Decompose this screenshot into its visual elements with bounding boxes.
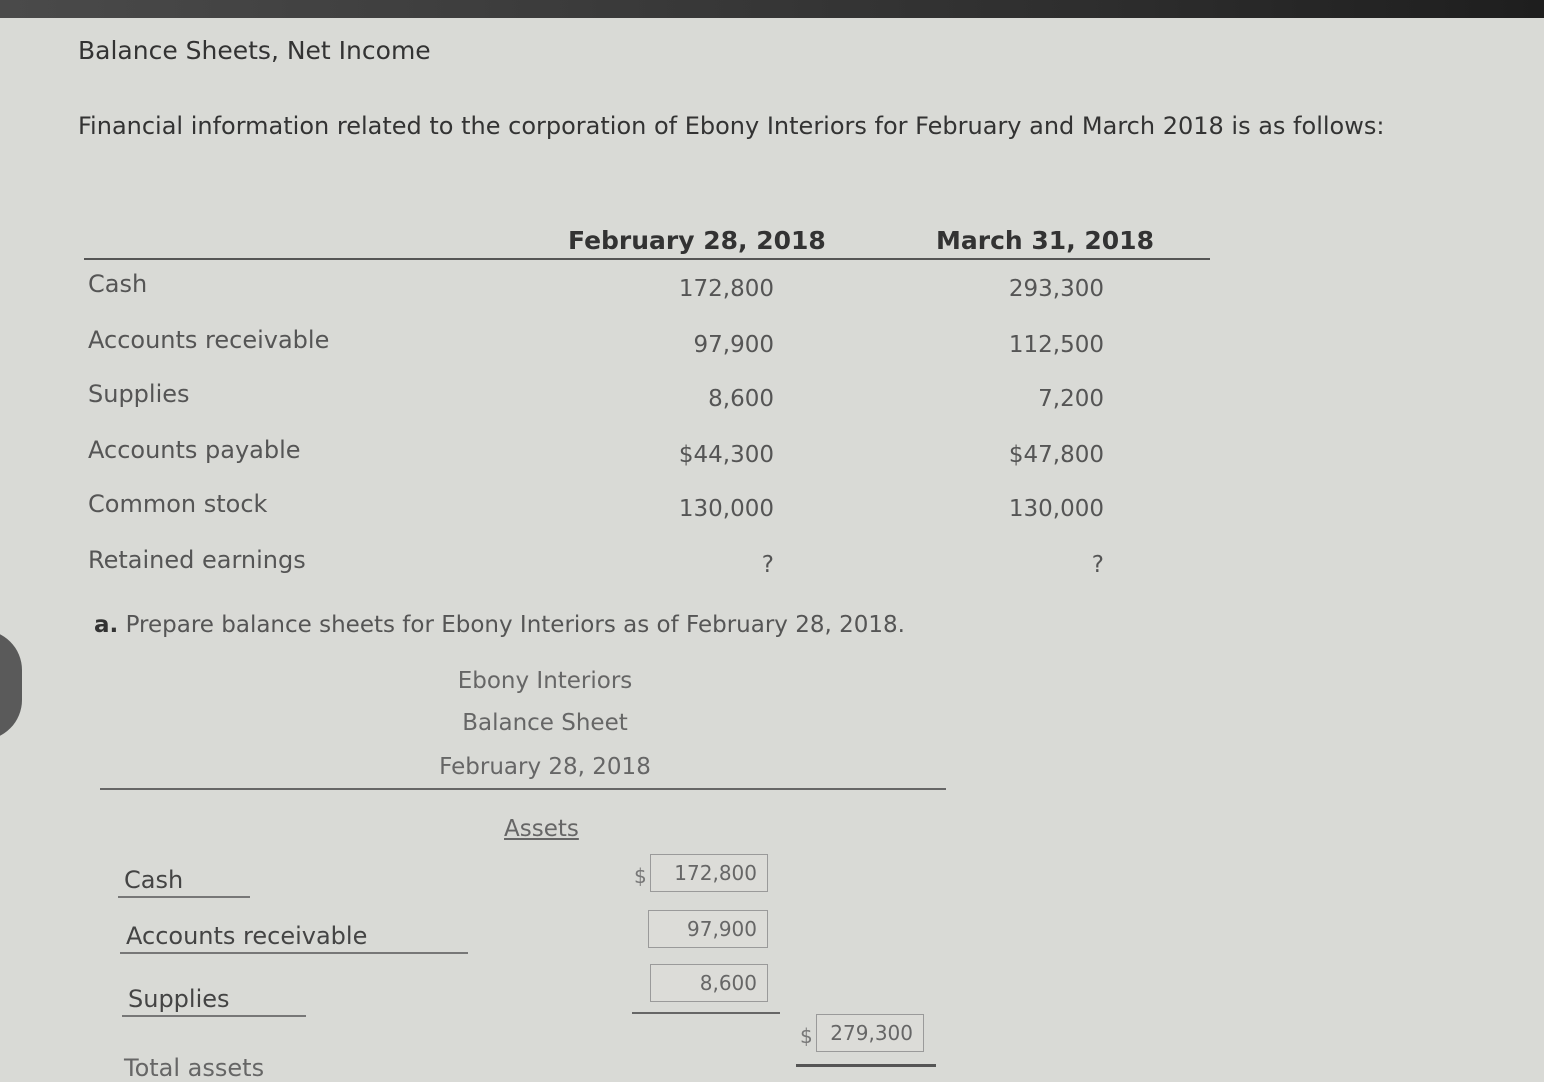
table-row [84, 380, 1214, 420]
total-assets-input[interactable] [816, 1014, 924, 1052]
row-label: Cash [88, 270, 148, 298]
table-row [84, 436, 1214, 476]
table-row [84, 270, 1214, 310]
total-assets-label: Total assets [124, 1054, 265, 1082]
row-label: Supplies [88, 380, 190, 408]
page-title: Balance Sheets, Net Income [78, 36, 431, 65]
dollar-sign: $ [800, 1024, 813, 1048]
financial-info-table [84, 222, 1214, 582]
total-double-rule [796, 1064, 936, 1067]
question-prompt [94, 612, 905, 638]
row-value-february: $44,300 [678, 442, 774, 468]
screen-bezel [0, 0, 1544, 18]
column-header-february: February 28, 2018 [568, 226, 826, 255]
dollar-sign: $ [634, 864, 647, 888]
header-rule [84, 258, 1210, 260]
column-header-march: March 31, 2018 [936, 226, 1154, 255]
row-label: Retained earnings [88, 546, 306, 574]
statement-date: February 28, 2018 [439, 754, 651, 780]
row-value-march: ? [1091, 552, 1104, 578]
row-label: Accounts receivable [88, 326, 330, 354]
question-letter: a. [94, 612, 119, 638]
accounts-receivable-select[interactable]: Accounts receivable [120, 922, 468, 954]
row-value-february: 130,000 [678, 496, 774, 522]
row-value-march: 130,000 [1008, 496, 1104, 522]
statement-title: Balance Sheet [462, 710, 628, 736]
row-value-march: 7,200 [1038, 386, 1104, 412]
row-value-march: $47,800 [1008, 442, 1104, 468]
assets-heading: Assets [504, 816, 579, 842]
row-value-march: 112,500 [1008, 332, 1104, 358]
cash-account-select[interactable]: Cash [118, 866, 250, 898]
row-value-february: 172,800 [678, 276, 774, 302]
table-row [84, 326, 1214, 366]
question-text: Prepare balance sheets for Ebony Interiors as of February 28, 2018. [125, 612, 905, 638]
row-label: Accounts payable [88, 436, 301, 464]
row-value-february: 97,900 [693, 332, 774, 358]
table-row [84, 546, 1214, 586]
company-name: Ebony Interiors [457, 668, 633, 694]
supplies-amount-input[interactable] [650, 964, 768, 1002]
row-label: Common stock [88, 490, 268, 518]
subtotal-rule [632, 1012, 780, 1014]
supplies-account-select[interactable]: Supplies [122, 985, 306, 1017]
intro-text: Financial information related to the corporation of Ebony Interiors for February and March 2018 is as follows: [78, 112, 1385, 140]
header-underline [100, 788, 946, 790]
accounts-receivable-amount-input[interactable] [648, 910, 768, 948]
row-value-february: 8,600 [708, 386, 774, 412]
balance-sheet-header [100, 664, 946, 798]
screen-edge-shadow [0, 630, 22, 740]
table-row [84, 490, 1214, 530]
cash-amount-input[interactable] [650, 854, 768, 892]
row-value-february: ? [761, 552, 774, 578]
row-value-march: 293,300 [1008, 276, 1104, 302]
